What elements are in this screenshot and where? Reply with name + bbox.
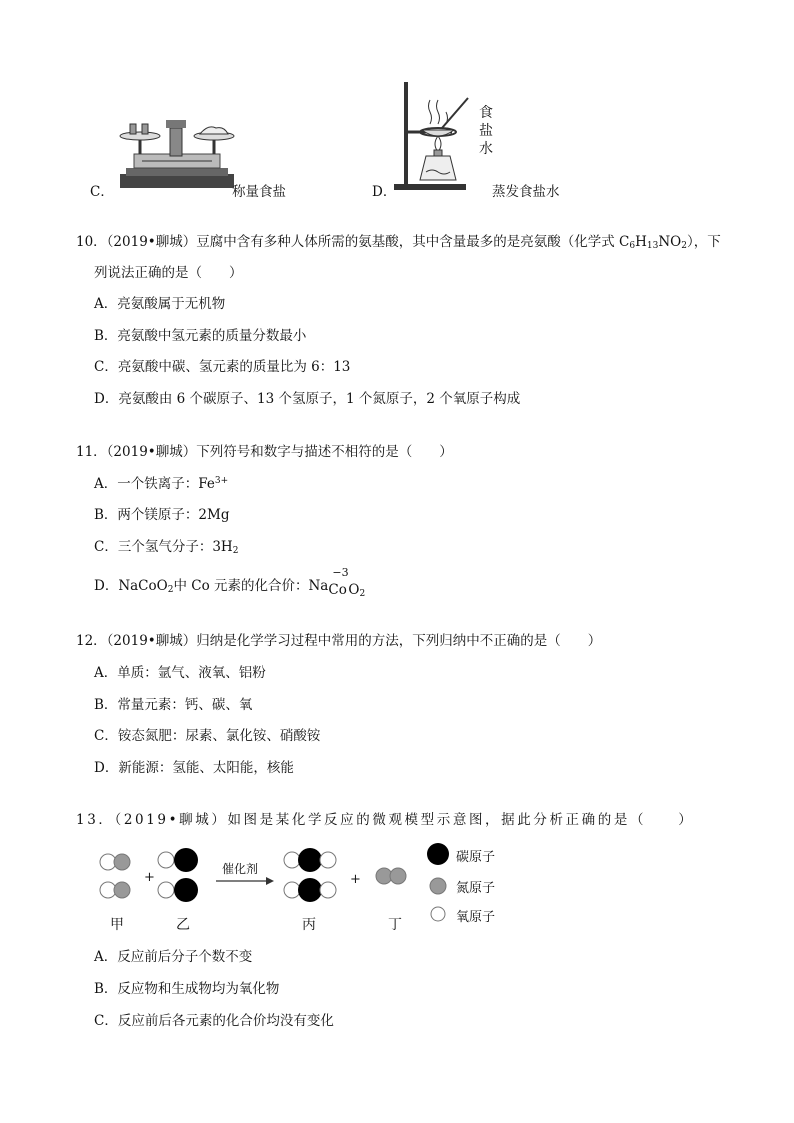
side-label-char: 盐: [479, 123, 493, 139]
question-11-stem: 11．（2019•聊城）下列符号和数字与描述不相符的是（ ）: [76, 444, 453, 460]
formula-part: H: [635, 234, 647, 250]
legend-label-oxygen: 氧原子: [456, 910, 496, 925]
question-10-option-a: A．亮氨酸属于无机物: [94, 296, 226, 312]
plus-sign: +: [350, 872, 361, 887]
reaction-arrow-icon: [216, 876, 276, 886]
question-12-stem: 12．（2019•聊城）归纳是化学学习过程中常用的方法，下列归纳中不正确的是（ ）: [76, 633, 602, 649]
question-11-option-d: [94, 566, 366, 599]
molecule-label-yi: 乙: [176, 917, 190, 933]
valence-mark: −3: [332, 566, 349, 579]
question-11-option-a: [94, 476, 228, 494]
side-label-char: 食: [479, 105, 493, 121]
question-13-option-c: C．反应前后各元素的化合价均没有变化: [94, 1013, 334, 1029]
option-text: A．一个铁离子：Fe: [94, 476, 215, 492]
question-13-option-a: A．反应前后分子个数不变: [94, 949, 253, 965]
question-12-option-a: A．单质：氩气、液氧、铝粉: [94, 665, 266, 681]
molecule-label-jia: 甲: [110, 917, 124, 933]
charge-superscript: 3+: [214, 476, 229, 486]
legend-label-nitrogen: 氮原子: [456, 881, 496, 896]
molecule-label-bing: 丙: [302, 917, 316, 933]
question-11-option-c: [94, 539, 238, 557]
balance-figure: [112, 112, 242, 192]
option-d-side-label: [478, 104, 494, 158]
molecule-bing: [282, 842, 342, 908]
molecule-yi: [156, 842, 208, 908]
formula-subscript: 2: [232, 546, 239, 556]
molecule-jia: [98, 850, 138, 902]
option-text: C．三个氢气分子：3H: [94, 539, 233, 555]
formula-subscript: 2: [681, 241, 687, 251]
option-d-caption: 蒸发食盐水: [492, 184, 560, 200]
stem-text: ），下: [686, 234, 721, 250]
formula-subscript: 2: [167, 585, 174, 595]
question-13-stem: 13．（2019•聊城）如图是某化学反应的微观模型示意图，据此分析正确的是（ ）: [76, 812, 695, 828]
catalyst-label: 催化剂: [222, 862, 259, 876]
plus-sign: +: [144, 870, 155, 885]
question-12-option-c: C．铵态氮肥：尿素、氯化铵、硝酸铵: [94, 728, 321, 744]
reaction-diagram: [92, 842, 512, 938]
formula-subscript: 2: [359, 589, 366, 599]
question-10-option-b: B．亮氨酸中氢元素的质量分数最小: [94, 328, 307, 344]
question-12-option-d: D．新能源：氢能、太阳能，核能: [94, 760, 294, 776]
formula-subscript: 6: [629, 241, 636, 251]
question-10-option-d: D．亮氨酸由 6 个碳原子、13 个氢原子，1 个氮原子，2 个氧原子构成: [94, 391, 521, 407]
molecule-label-ding: 丁: [388, 917, 402, 933]
question-13-option-b: B．反应物和生成物均为氧化物: [94, 981, 280, 997]
legend-label-carbon: 碳原子: [456, 850, 496, 865]
option-d-letter: D．: [372, 184, 397, 200]
element-symbol: Co: [328, 582, 347, 598]
element-symbol: O: [348, 582, 360, 598]
question-11-option-b: B．两个镁原子：2Mg: [94, 507, 230, 523]
stem-text: 10．（2019•聊城）豆腐中含有多种人体所需的氨基酸，其中含量最多的是亮氨酸（化学式 C: [76, 234, 630, 250]
question-10-stem-line2: 列说法正确的是（ ）: [94, 265, 243, 281]
option-text: 中 Co 元素的化合价：Na: [173, 578, 329, 594]
formula-part: NO: [658, 234, 682, 250]
evaporation-figure: [392, 80, 472, 194]
valence-notation: [328, 566, 349, 598]
side-label-char: 水: [479, 141, 493, 157]
molecule-ding: [374, 866, 410, 886]
option-c-caption: 称量食盐: [232, 184, 286, 200]
option-text: D．NaCoO: [94, 578, 168, 594]
question-12-option-b: B．常量元素：钙、碳、氧: [94, 697, 253, 713]
question-10-option-c: C．亮氨酸中碳、氢元素的质量比为 6：13: [94, 359, 351, 375]
option-c-letter: C．: [90, 184, 114, 200]
question-10-stem-line1: [76, 234, 721, 252]
atom-legend-icons: [426, 842, 450, 922]
formula-subscript: 13: [646, 241, 659, 251]
